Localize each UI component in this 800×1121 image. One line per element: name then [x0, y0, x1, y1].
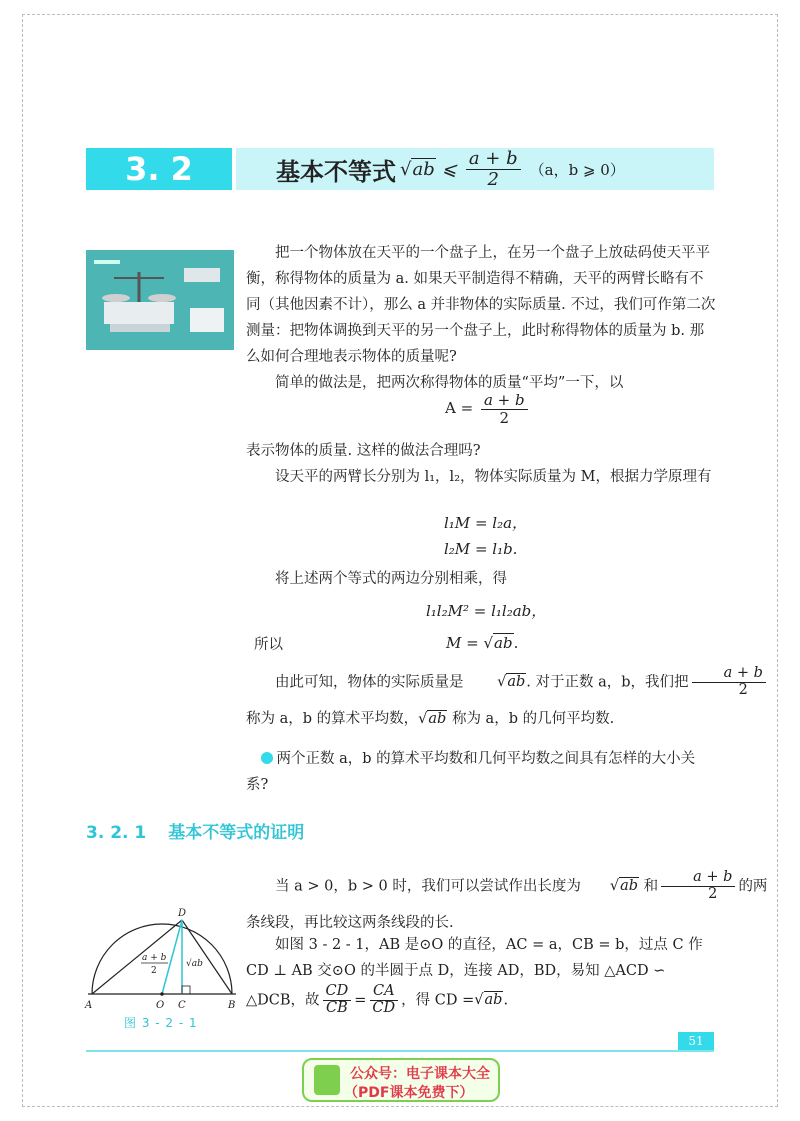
intro-paragraph-5: 将上述两个等式的两边分别相乘，得 [275, 571, 507, 587]
footer-line [86, 1050, 714, 1052]
figure-label-frac-num: a + b [142, 953, 167, 963]
proof-paragraph-1: 当 a > 0，b > 0 时，我们可以尝试作出长度为 √ab 和 $\frac{a + b}{2}$ 的两 [275, 869, 768, 902]
so-label: 所以 [254, 637, 283, 653]
intro-paragraph-3: 表示物体的质量. 这样的做法合理吗? [246, 443, 481, 459]
title-sqrt: √ab [400, 158, 435, 180]
section-title [276, 148, 625, 190]
figure-label-frac-den: 2 [151, 966, 157, 976]
title-fraction: $\frac{a + b}{2}$ [466, 149, 521, 190]
figure-label-a: A [85, 1000, 93, 1010]
section-number: 3. 2 [86, 148, 232, 190]
figure-label-b: B [228, 1000, 236, 1010]
question-dot-icon [261, 752, 273, 764]
proof-paragraph-2: 条线段，再比较这两条线段的长. [246, 915, 454, 931]
figure-label-d: D [178, 908, 187, 919]
watermark-line-1: 公众号：电子课本大全 [350, 1066, 490, 1082]
intro-paragraph-2: 简单的做法是，把两次称得物体的质量“平均”一下，以 [275, 375, 624, 391]
section-banner [86, 148, 714, 190]
figure-label-o: O [156, 1000, 165, 1010]
figure-semicircle [84, 906, 240, 1010]
title-leq: ⩽ [441, 158, 457, 180]
proof-paragraph-4: △DCB，故 $\frac{CD}{CB}$ = $\frac{CA}{CD}$ ，得 CD =√ab. [246, 983, 509, 1016]
equation-average: A = $\frac{a + b}{2}$ [445, 392, 531, 426]
figure-label-c: C [178, 1000, 186, 1010]
equation-2: l₂M = l₁b. [444, 540, 518, 558]
equation-4: M = √ab. [446, 634, 519, 652]
intro-paragraph-1: 把一个物体放在天平的一个盘子上，在另一个盘子上放砝码使天平平衡，称得物体的质量为 a. 如果天平制造得不精确，天平的两臂长略有不同（其他因素不计），那么 a 并非物体的实际质量. 不过，我们可作第二次测量：把物体调换到天平的另一个盘子上，此时称得物体的质量为 b. 那么如何合理地表示物体的质量呢? [246, 245, 716, 365]
subsection-title: 基本不等式的证明 [168, 823, 305, 843]
proof-paragraph-3: 如图 3 - 2 - 1，AB 是⊙O 的直径，AC = a，CB = b，过点 C 作 CD ⊥ AB 交⊙O 的半圆于点 D，连接 AD，BD，易知 △ACD ∽ [246, 937, 703, 979]
equation-3: l₁l₂M² = l₁l₂ab， [426, 602, 547, 620]
balance-photo [86, 250, 234, 350]
intro-paragraph-4: 设天平的两臂长分别为 l₁，l₂，物体实际质量为 M，根据力学原理有 [275, 469, 712, 485]
title-condition: （a，b ⩾ 0） [529, 160, 625, 179]
subsection-heading [86, 818, 304, 843]
subsection-number: 3. 2. 1 [86, 823, 147, 843]
figure-label-sqrt: √ab [186, 959, 203, 969]
book-icon [314, 1065, 340, 1095]
intro-paragraph-7: 由此可知，物体的实际质量是 √ab. 对于正数 a，b，我们把 $\frac{a + b}{2}$ [246, 666, 726, 699]
figure-caption: 图 3 - 2 - 1 [124, 1016, 198, 1030]
intro-paragraph-8: 称为 a，b 的算术平均数，√ab 称为 a，b 的几何平均数. [246, 711, 615, 727]
equation-1: l₁M = l₂a， [444, 514, 528, 532]
section-title-text: 基本不等式 [276, 156, 396, 186]
watermark-badge [302, 1058, 500, 1102]
watermark-line-2: （PDF课本免费下） [344, 1085, 474, 1101]
page-number: 51 [678, 1032, 714, 1050]
question-paragraph: 两个正数 a，b 的算术平均数和几何平均数之间具有怎样的大小关系? [246, 751, 696, 793]
